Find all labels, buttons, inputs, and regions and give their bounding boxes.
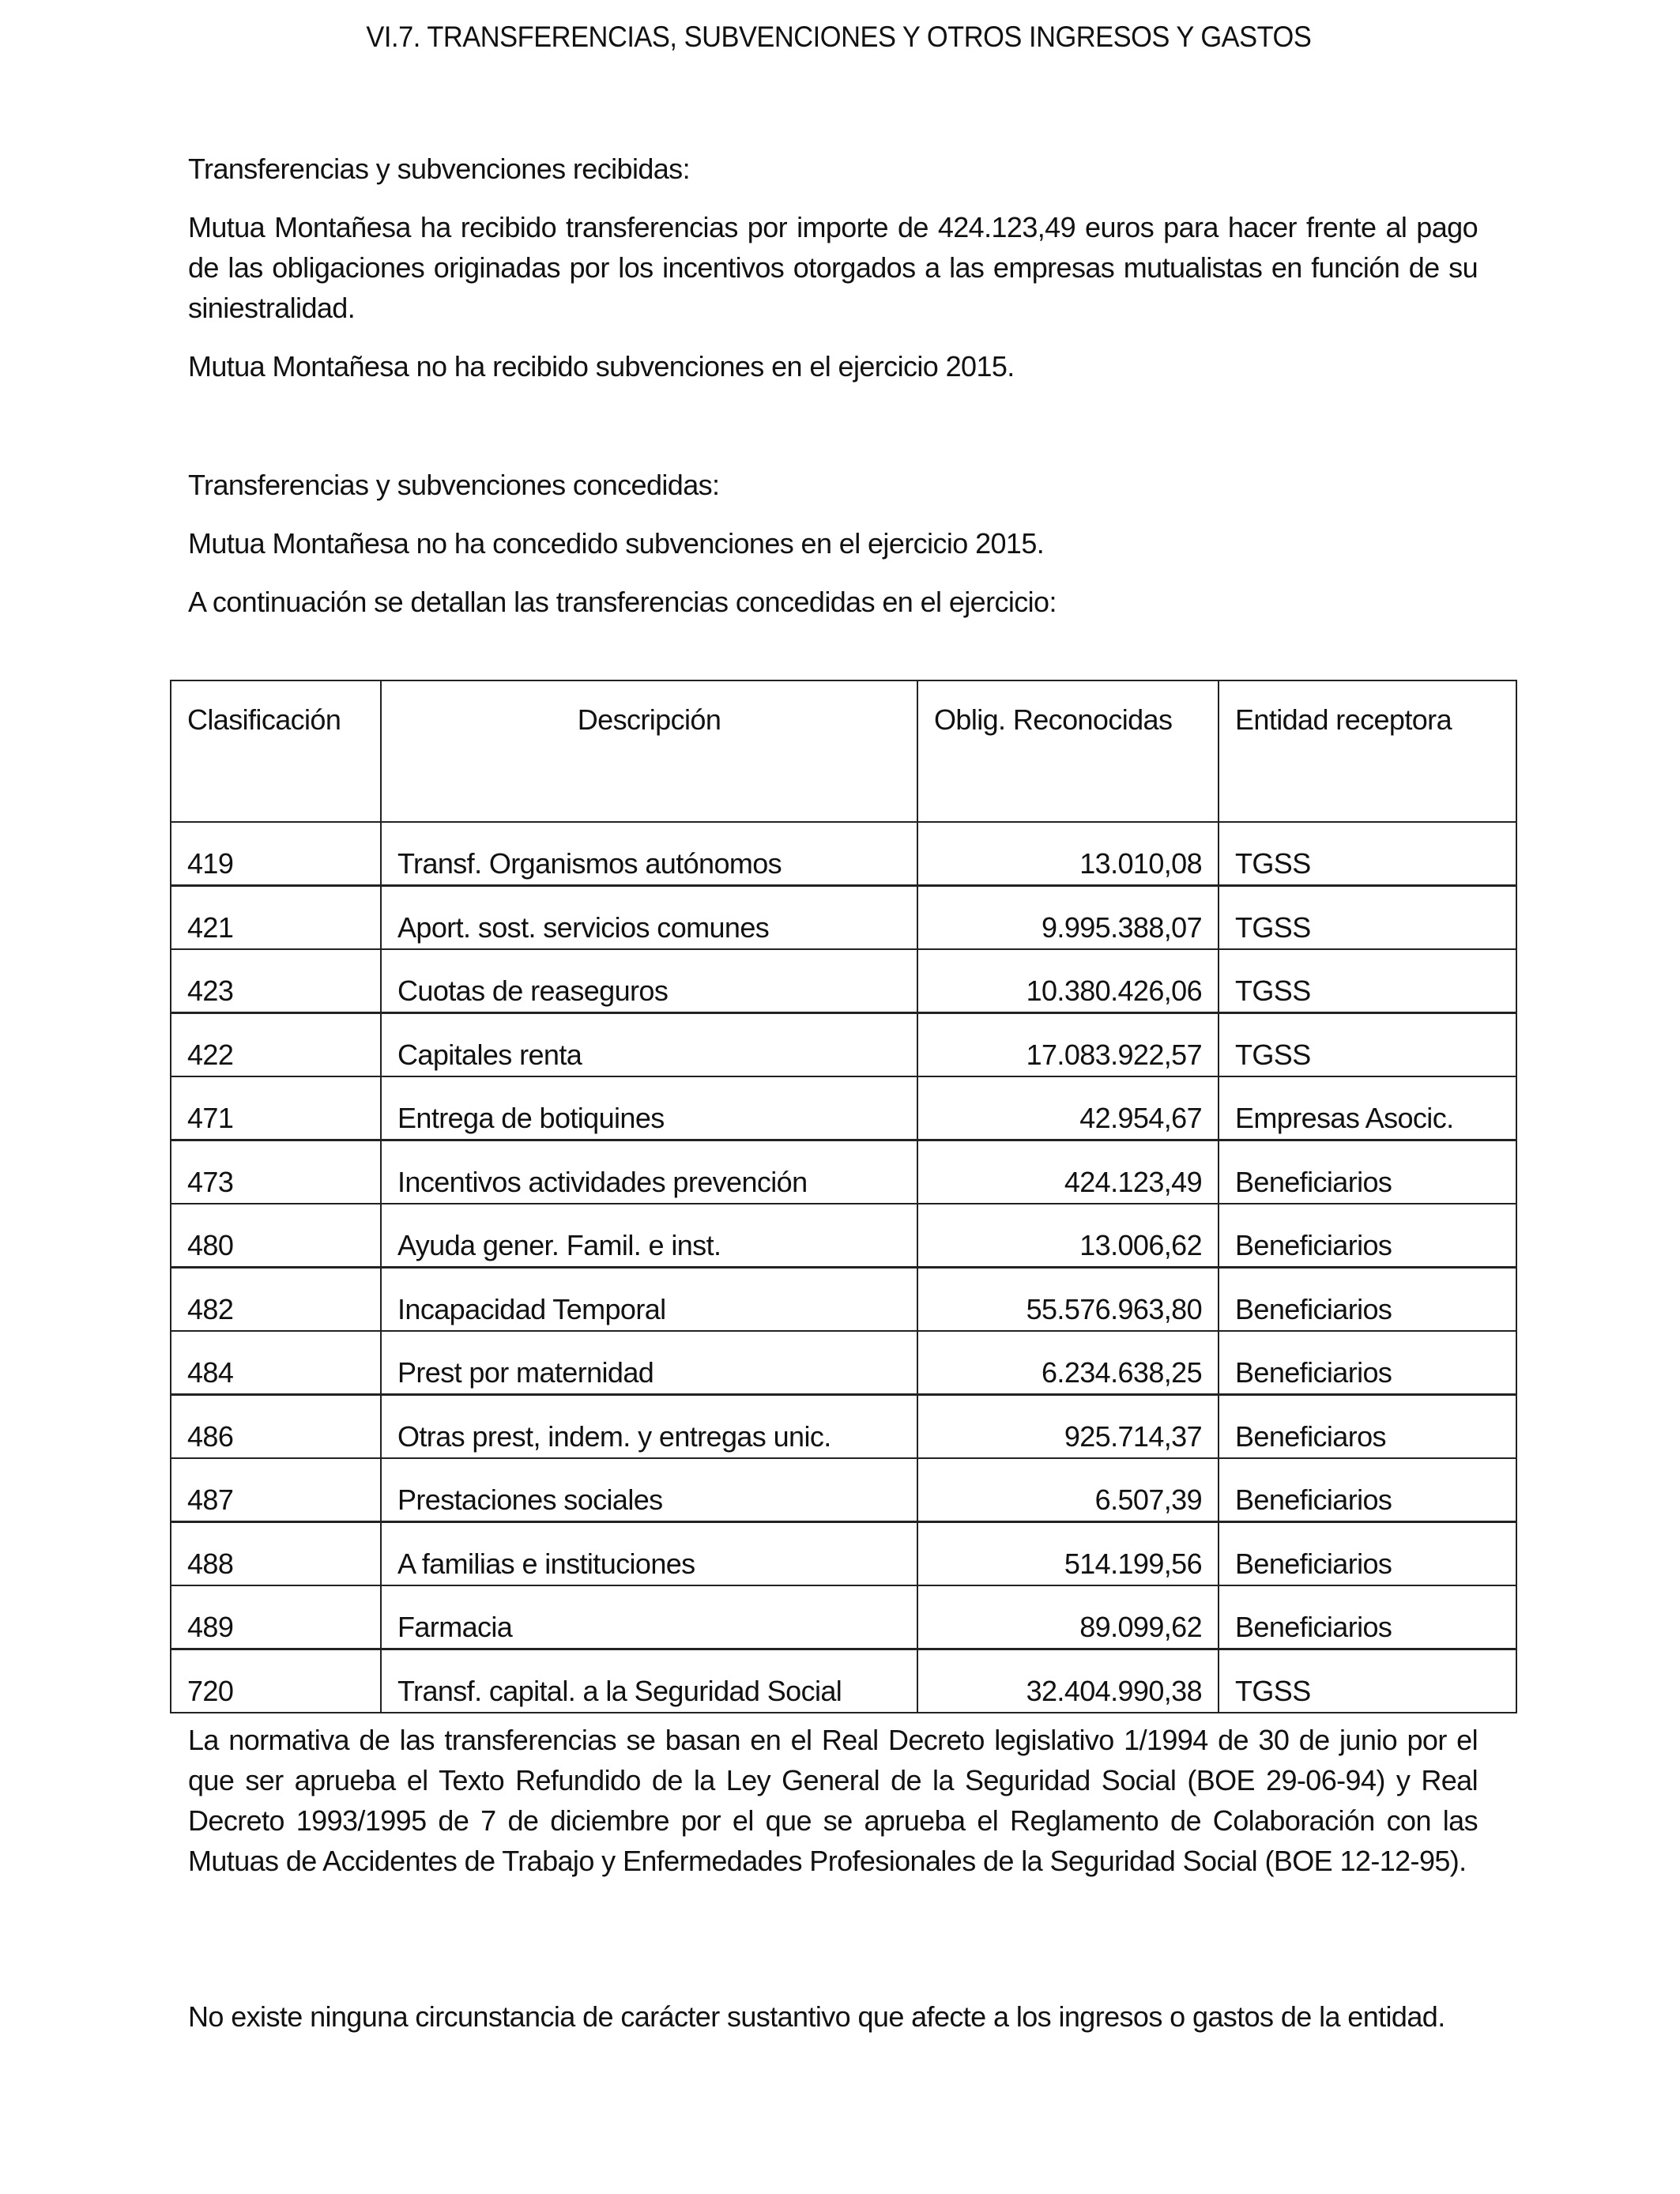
cell-clasificacion: 489 bbox=[171, 1585, 381, 1649]
cell-descripcion: Farmacia bbox=[381, 1585, 917, 1649]
granted-heading: Transferencias y subvenciones concedidas: bbox=[188, 469, 720, 501]
cell-obligaciones: 514.199,56 bbox=[917, 1522, 1219, 1586]
header-clasificacion: Clasificación bbox=[171, 680, 381, 822]
cell-obligaciones: 6.234.638,25 bbox=[917, 1331, 1219, 1395]
cell-clasificacion: 421 bbox=[171, 886, 381, 950]
cell-descripcion: A familias e instituciones bbox=[381, 1522, 917, 1586]
cell-clasificacion: 720 bbox=[171, 1649, 381, 1713]
cell-descripcion: Incapacidad Temporal bbox=[381, 1268, 917, 1332]
table-row bbox=[171, 1076, 1516, 1140]
cell-entidad: TGSS bbox=[1219, 1649, 1516, 1713]
transfers-table bbox=[170, 680, 1517, 1713]
cell-clasificacion: 473 bbox=[171, 1140, 381, 1204]
cell-entidad: TGSS bbox=[1219, 1013, 1516, 1077]
header-entidad: Entidad receptora bbox=[1219, 680, 1516, 822]
cell-clasificacion: 482 bbox=[171, 1268, 381, 1332]
cell-entidad: TGSS bbox=[1219, 822, 1516, 886]
table-header-row bbox=[171, 680, 1516, 822]
table-row bbox=[171, 886, 1516, 950]
table-row bbox=[171, 1331, 1516, 1395]
cell-entidad: Beneficiarios bbox=[1219, 1268, 1516, 1332]
granted-transfers-intro: A continuación se detallan las transferencias concedidas en el ejercicio: bbox=[188, 586, 1057, 618]
cell-descripcion: Incentivos actividades prevención bbox=[381, 1140, 917, 1204]
table-row bbox=[171, 1395, 1516, 1459]
cell-entidad: Beneficiarios bbox=[1219, 1585, 1516, 1649]
cell-descripcion: Cuotas de reaseguros bbox=[381, 949, 917, 1013]
header-obligaciones: Oblig. Reconocidas bbox=[917, 680, 1219, 822]
cell-entidad: Beneficiarios bbox=[1219, 1522, 1516, 1586]
cell-clasificacion: 423 bbox=[171, 949, 381, 1013]
granted-subsidies-paragraph: Mutua Montañesa no ha concedido subvenciones en el ejercicio 2015. bbox=[188, 527, 1045, 560]
table-row bbox=[171, 1522, 1516, 1586]
table-body bbox=[171, 822, 1516, 1713]
cell-clasificacion: 422 bbox=[171, 1013, 381, 1077]
cell-clasificacion: 488 bbox=[171, 1522, 381, 1586]
cell-clasificacion: 419 bbox=[171, 822, 381, 886]
final-note-paragraph: No existe ninguna circunstancia de carácter sustantivo que afecte a los ingresos o gastos de la entidad. bbox=[188, 2000, 1445, 2033]
cell-clasificacion: 487 bbox=[171, 1458, 381, 1522]
received-heading: Transferencias y subvenciones recibidas: bbox=[188, 153, 690, 185]
cell-descripcion: Prestaciones sociales bbox=[381, 1458, 917, 1522]
cell-descripcion: Capitales renta bbox=[381, 1013, 917, 1077]
cell-clasificacion: 486 bbox=[171, 1395, 381, 1459]
header-descripcion: Descripción bbox=[381, 680, 917, 822]
table-row bbox=[171, 949, 1516, 1013]
cell-obligaciones: 13.006,62 bbox=[917, 1204, 1219, 1268]
cell-entidad: Beneficiarios bbox=[1219, 1458, 1516, 1522]
cell-obligaciones: 9.995.388,07 bbox=[917, 886, 1219, 950]
cell-entidad: Beneficiarios bbox=[1219, 1204, 1516, 1268]
cell-clasificacion: 484 bbox=[171, 1331, 381, 1395]
table-row bbox=[171, 1013, 1516, 1077]
cell-clasificacion: 471 bbox=[171, 1076, 381, 1140]
cell-entidad: Beneficiarios bbox=[1219, 1331, 1516, 1395]
cell-descripcion: Entrega de botiquines bbox=[381, 1076, 917, 1140]
cell-descripcion: Aport. sost. servicios comunes bbox=[381, 886, 917, 950]
table-row bbox=[171, 1458, 1516, 1522]
cell-obligaciones: 10.380.426,06 bbox=[917, 949, 1219, 1013]
cell-descripcion: Otras prest, indem. y entregas unic. bbox=[381, 1395, 917, 1459]
received-paragraph: Mutua Montañesa ha recibido transferencias por importe de 424.123,49 euros para hacer frente al pago de las obligaciones originadas por los incentivos otorgados a las empresas mutualistas en función de su siniestralidad. bbox=[188, 211, 1478, 324]
cell-obligaciones: 13.010,08 bbox=[917, 822, 1219, 886]
cell-obligaciones: 424.123,49 bbox=[917, 1140, 1219, 1204]
cell-entidad: Beneficiarios bbox=[1219, 1140, 1516, 1204]
cell-obligaciones: 32.404.990,38 bbox=[917, 1649, 1219, 1713]
cell-descripcion: Transf. capital. a la Seguridad Social bbox=[381, 1649, 917, 1713]
cell-entidad: Empresas Asocic. bbox=[1219, 1076, 1516, 1140]
table-row bbox=[171, 1140, 1516, 1204]
table-row bbox=[171, 1649, 1516, 1713]
cell-entidad: TGSS bbox=[1219, 886, 1516, 950]
cell-clasificacion: 480 bbox=[171, 1204, 381, 1268]
table-row bbox=[171, 822, 1516, 886]
cell-obligaciones: 55.576.963,80 bbox=[917, 1268, 1219, 1332]
cell-entidad: Beneficiaros bbox=[1219, 1395, 1516, 1459]
cell-descripcion: Transf. Organismos autónomos bbox=[381, 822, 917, 886]
cell-obligaciones: 6.507,39 bbox=[917, 1458, 1219, 1522]
table-row bbox=[171, 1585, 1516, 1649]
cell-obligaciones: 925.714,37 bbox=[917, 1395, 1219, 1459]
cell-descripcion: Ayuda gener. Famil. e inst. bbox=[381, 1204, 917, 1268]
table-row bbox=[171, 1204, 1516, 1268]
cell-obligaciones: 17.083.922,57 bbox=[917, 1013, 1219, 1077]
page-title: VI.7. TRANSFERENCIAS, SUBVENCIONES Y OTROS INGRESOS Y GASTOS bbox=[366, 21, 1312, 53]
received-subsidies-paragraph: Mutua Montañesa no ha recibido subvenciones en el ejercicio 2015. bbox=[188, 350, 1015, 383]
cell-obligaciones: 89.099,62 bbox=[917, 1585, 1219, 1649]
normativa-paragraph: La normativa de las transferencias se basan en el Real Decreto legislativo 1/1994 de 30 de junio por el que ser aprueba el Texto Refundido de la Ley General de la Seguridad Social (BOE 29-06-94) y Real Decreto 1993/1995 de 7 de diciembre por el que se aprueba el Reglamento de Colaboración con las Mutuas de Accidentes de Trabajo y Enfermedades Profesionales de la Seguridad Social (BOE 12-12-95). bbox=[188, 1724, 1478, 1877]
cell-entidad: TGSS bbox=[1219, 949, 1516, 1013]
table-row bbox=[171, 1268, 1516, 1332]
cell-obligaciones: 42.954,67 bbox=[917, 1076, 1219, 1140]
cell-descripcion: Prest por maternidad bbox=[381, 1331, 917, 1395]
